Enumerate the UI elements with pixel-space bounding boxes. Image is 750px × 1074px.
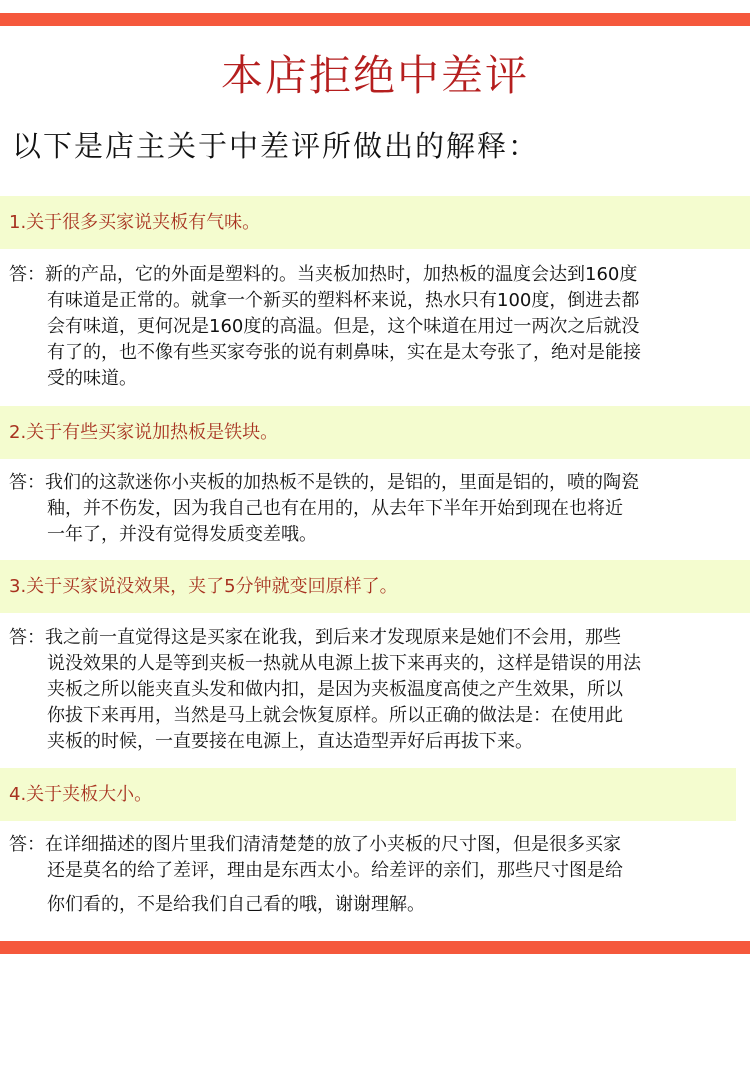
answer-4-line-2: 还是莫名的给了差评，理由是东西太小。给差评的亲们，那些尺寸图是给 — [47, 860, 623, 881]
question-1-text: 1.关于很多买家说夹板有气味。 — [9, 212, 261, 233]
answer-3-line-4: 你拔下来再用，当然是马上就会恢复原样。所以正确的做法是：在使用此 — [47, 705, 623, 726]
question-4 — [0, 768, 736, 821]
question-1 — [0, 196, 750, 249]
answer-1-prefix: 答： — [9, 264, 45, 285]
bottom-divider-bar — [0, 941, 750, 954]
answer-3 — [9, 625, 741, 755]
answer-4-line-1: 在详细描述的图片里我们清清楚楚的放了小夹板的尺寸图，但是很多买家 — [45, 834, 621, 855]
page-subtitle: 以下是店主关于中差评所做出的解释： — [12, 129, 540, 163]
answer-2-line-2: 釉，并不伤发，因为我自己也有在用的，从去年下半年开始到现在也将近 — [47, 498, 623, 519]
answer-4 — [9, 832, 741, 918]
answer-1-line-2: 有味道是正常的。就拿一个新买的塑料杯来说，热水只有100度，倒进去都 — [47, 290, 640, 311]
answer-4-prefix: 答： — [9, 834, 45, 855]
answer-1-line-1: 新的产品，它的外面是塑料的。当夹板加热时，加热板的温度会达到160度 — [45, 264, 638, 285]
answer-1 — [9, 262, 741, 392]
answer-3-line-5: 夹板的时候，一直要接在电源上，直达造型弄好后再拔下来。 — [47, 731, 533, 752]
question-2-text: 2.关于有些买家说加热板是铁块。 — [9, 422, 279, 443]
answer-3-line-1: 我之前一直觉得这是买家在讹我，到后来才发现原来是她们不会用，那些 — [45, 627, 621, 648]
answer-2 — [9, 470, 741, 548]
answer-2-line-3: 一年了，并没有觉得发质变差哦。 — [47, 524, 317, 545]
page-title: 本店拒绝中差评 — [220, 51, 529, 100]
answer-1-line-4: 有了的，也不像有些买家夸张的说有刺鼻味，实在是太夸张了，绝对是能接 — [47, 342, 641, 363]
question-4-text: 4.关于夹板大小。 — [9, 784, 153, 805]
top-divider-bar — [0, 13, 750, 26]
answer-4-line-3: 你们看的，不是给我们自己看的哦，谢谢理解。 — [47, 894, 425, 915]
answer-3-line-2: 说没效果的人是等到夹板一热就从电源上拔下来再夹的，这样是错误的用法 — [47, 653, 641, 674]
answer-2-prefix: 答： — [9, 472, 45, 493]
answer-2-line-1: 我们的这款迷你小夹板的加热板不是铁的，是铝的，里面是铝的，喷的陶瓷 — [45, 472, 639, 493]
answer-1-line-5: 受的味道。 — [47, 368, 137, 389]
question-3-text: 3.关于买家说没效果，夹了5分钟就变回原样了。 — [9, 576, 398, 597]
question-3 — [0, 560, 750, 613]
answer-3-prefix: 答： — [9, 627, 45, 648]
answer-3-line-3: 夹板之所以能夹直头发和做内扣，是因为夹板温度高使之产生效果，所以 — [47, 679, 623, 700]
question-2 — [0, 406, 750, 459]
answer-1-line-3: 会有味道，更何况是160度的高温。但是，这个味道在用过一两次之后就没 — [47, 316, 640, 337]
